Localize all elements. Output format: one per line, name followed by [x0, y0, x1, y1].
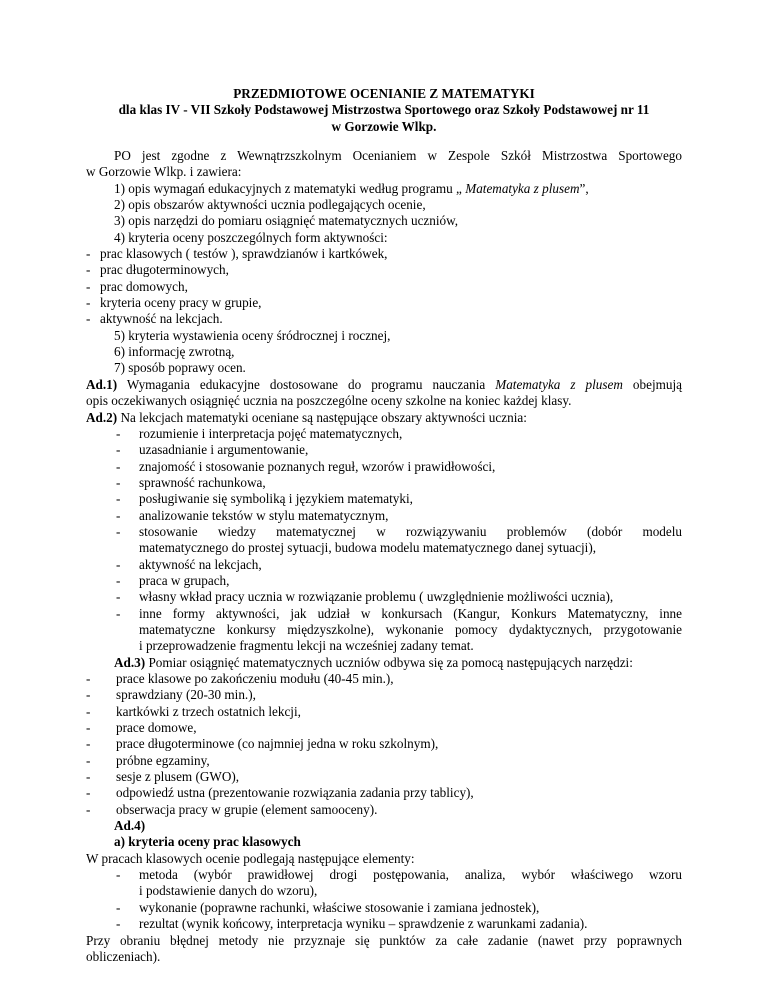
ad4-intro: W pracach klasowych ocenie podlegają następujące elementy: [86, 850, 415, 866]
numbered-item: 6) informację zwrotną, [114, 344, 235, 360]
list-item: - prac długoterminowych, [86, 262, 229, 278]
numbered-item: 4) kryteria oceny poszczególnych form aktywności: [114, 229, 388, 245]
list-item: - praca w grupach, [116, 572, 230, 588]
list-item: - próbne egzaminy, [86, 752, 210, 768]
list-item: - aktywność na lekcjach, [116, 556, 262, 572]
numbered-item: 3) opis narzędzi do pomiaru osiągnięć matematycznych uczniów, [114, 213, 459, 229]
document-subtitle-city: w Gorzowie Wlkp. [331, 118, 437, 134]
list-item: - wykonanie (poprawne rachunki, właściwe stosowanie i zamiana jednostek), [116, 899, 540, 915]
list-item: - metoda (wybór prawidłowej drogi postępowania, analiza, wybór właściwego wzoru i podstawienie danych do wzoru), [116, 867, 682, 899]
intro-paragraph-line: PO jest zgodne z Wewnątrzszkolnym Ocenianiem w Zespole Szkół Mistrzostwa Sportowego [114, 148, 682, 163]
ad1-paragraph-line: opis oczekiwanych osiągnięć ucznia na poszczególne oceny szkolne na koniec każdej klasy. [86, 393, 572, 409]
list-item: - stosowanie wiedzy matematycznej w rozwiązywaniu problemów (dobór modelu matematycznego do prostej sytuacji, budowa modelu matematycznego danej sytuacji), [116, 523, 682, 556]
closing-paragraph-line: obliczeniach). [86, 948, 161, 964]
list-item: - aktywność na lekcjach. [86, 311, 223, 327]
numbered-item: 1) opis wymagań edukacyjnych z matematyki według programu „ Matematyka z plusem”, [114, 180, 589, 196]
numbered-item: 7) sposób poprawy ocen. [114, 360, 246, 376]
list-item: - znajomość i stosowanie poznanych reguł, wzorów i prawidłowości, [116, 458, 496, 474]
list-item: - kryteria oceny pracy w grupie, [86, 295, 262, 311]
ad1-paragraph: Ad.1) Wymagania edukacyjne dostosowane do programu nauczania Matematyka z plusem obejmują [86, 376, 682, 392]
ad2-intro: Ad.2) Na lekcjach matematyki oceniane są następujące obszary aktywności ucznia: [86, 409, 527, 425]
list-item: - uzasadnianie i argumentowanie, [116, 442, 309, 458]
list-item: - sprawdziany (20-30 min.), [86, 687, 256, 703]
intro-paragraph-line: w Gorzowie Wlkp. i zawiera: [86, 164, 242, 180]
list-item: - analizowanie tekstów w stylu matematycznym, [116, 507, 389, 523]
list-item: - prace domowe, [86, 720, 197, 736]
list-item: - prace klasowe po zakończeniu modułu (40-45 min.), [86, 671, 394, 686]
list-item: - obserwacja pracy w grupie (element samooceny). [86, 801, 378, 817]
ad4-subheading: a) kryteria oceny prac klasowych [114, 834, 301, 850]
document-body [86, 148, 682, 965]
numbered-item: 5) kryteria wystawienia oceny śródrocznej i rocznej, [114, 327, 391, 343]
numbered-item: 2) opis obszarów aktywności ucznia podlegających ocenie, [114, 197, 426, 213]
list-item: - inne formy aktywności, jak udział w konkursach (Kangur, Konkurs Matematyczny, inne matematyczne konkursy międzyszkolne), wykonanie pomocy dydaktycznych, przygotowanie i przeprowadzenie fragmentu lekcji na wcześniej zadany temat. [116, 605, 682, 654]
list-item: - odpowiedź ustna (prezentowanie rozwiązania zadania przy tablicy), [86, 785, 474, 801]
list-item: - rozumienie i interpretacja pojęć matematycznych, [116, 425, 403, 441]
list-item: - posługiwanie się symboliką i językiem matematyki, [116, 491, 413, 507]
list-item: - rezultat (wynik końcowy, interpretacja wyniku – sprawdzenie z warunkami zadania). [116, 916, 588, 932]
document-subtitle: dla klas IV - VII Szkoły Podstawowej Mistrzostwa Sportowego oraz Szkoły Podstawowej nr 11 [118, 102, 650, 118]
list-item: - sprawność rachunkowa, [116, 474, 266, 490]
document-header [0, 86, 768, 135]
ad3-intro: Ad.3) Pomiar osiągnięć matematycznych uczniów odbywa się za pomocą następujących narzędzi: [114, 654, 633, 670]
ad4-label: Ad.4) [114, 818, 146, 834]
list-item: - własny wkład pracy ucznia w rozwiązanie problemu ( uwzględnienie możliwości ucznia), [116, 589, 614, 605]
closing-paragraph-line: Przy obraniu błędnej metody nie przyznaje się punktów za całe zadanie (nawet przy poprawnych [86, 932, 682, 948]
document-title: PRZEDMIOTOWE OCENIANIE Z MATEMATYKI [233, 86, 535, 101]
list-item: - sesje z plusem (GWO), [86, 769, 240, 785]
list-item: - prac domowych, [86, 278, 188, 294]
list-item: - prace długoterminowe (co najmniej jedna w roku szkolnym), [86, 736, 439, 752]
list-item: - kartkówki z trzech ostatnich lekcji, [86, 703, 301, 719]
list-item: - prac klasowych ( testów ), sprawdzianów i kartkówek, [86, 246, 388, 262]
